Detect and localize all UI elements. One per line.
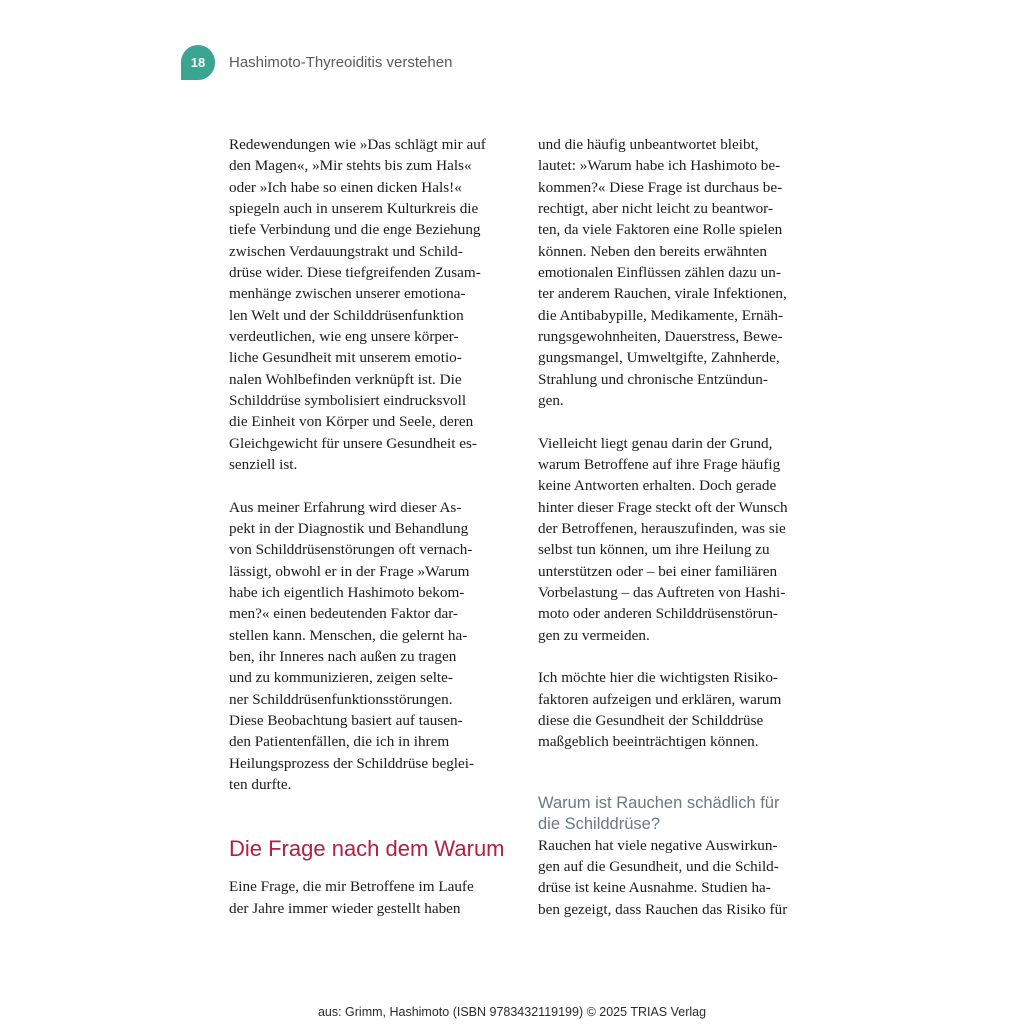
text-line: spiegeln auch in unserem Kulturkreis die bbox=[229, 199, 479, 217]
text-line: len Welt und der Schilddrüsenfunktion bbox=[229, 306, 464, 324]
paragraph bbox=[538, 433, 830, 646]
text-line: gungsmangel, Umweltgifte, Zahnherde, bbox=[538, 349, 780, 367]
subheading-line: die Schilddrüse? bbox=[538, 814, 660, 833]
text-line: den Patientenfällen, die ich in ihrem bbox=[229, 733, 450, 751]
copyright-footer: aus: Grimm, Hashimoto (ISBN 9783432119199) © 2025 TRIAS Verlag bbox=[317, 1005, 707, 1019]
paragraph bbox=[538, 835, 830, 920]
right-column bbox=[538, 134, 830, 920]
text-line: Vielleicht liegt genau darin der Grund, bbox=[538, 434, 773, 452]
paragraph bbox=[538, 667, 830, 752]
text-line: Schilddrüse symbolisiert eindrucksvoll bbox=[229, 391, 467, 409]
text-line: pekt in der Diagnostik und Behandlung bbox=[229, 519, 469, 537]
left-column bbox=[229, 134, 521, 919]
text-line: moto oder anderen Schilddrüsenstörun- bbox=[538, 605, 778, 623]
text-line: Gleichgewicht für unsere Gesundheit es- bbox=[229, 434, 477, 452]
text-line: gen zu vermeiden. bbox=[538, 626, 650, 644]
text-line: verdeutlichen, wie eng unsere körper- bbox=[229, 327, 459, 345]
text-line: Ich möchte hier die wichtigsten Risiko- bbox=[538, 669, 778, 687]
text-line: Eine Frage, die mir Betroffene im Laufe bbox=[229, 878, 474, 896]
text-line: liche Gesundheit mit unserem emotio- bbox=[229, 349, 462, 367]
text-line: zwischen Verdauungstrakt und Schild- bbox=[229, 242, 463, 260]
running-header-title: Hashimoto-Thyreoiditis verstehen bbox=[229, 54, 453, 71]
text-line: selbst tun können, um ihre Heilung zu bbox=[538, 541, 770, 559]
text-line: ner Schilddrüsenfunktionsstörungen. bbox=[229, 690, 453, 708]
text-line: Aus meiner Erfahrung wird dieser As- bbox=[229, 498, 462, 516]
text-line: maßgeblich beeinträchtigen können. bbox=[538, 733, 759, 751]
paragraph bbox=[229, 134, 521, 475]
text-line: men?« einen bedeutenden Faktor dar- bbox=[229, 605, 459, 623]
text-line: der Jahre immer wieder gestellt haben bbox=[229, 899, 461, 917]
section-heading: Die Frage nach dem Warum bbox=[229, 836, 505, 862]
text-line: hinter dieser Frage steckt oft der Wunsch bbox=[538, 498, 788, 516]
text-line: kommen?« Diese Frage ist durchaus be- bbox=[538, 178, 783, 196]
text-line: emotionalen Einflüssen zählen dazu un- bbox=[538, 263, 781, 281]
text-line: und zu kommunizieren, zeigen selte- bbox=[229, 669, 453, 687]
text-line: habe ich eigentlich Hashimoto bekom- bbox=[229, 583, 465, 601]
text-line: drüse ist keine Ausnahme. Studien ha- bbox=[538, 879, 771, 897]
text-line: Rauchen hat viele negative Auswirkun- bbox=[538, 836, 778, 854]
text-line: warum Betroffene auf ihre Frage häufig bbox=[538, 455, 781, 473]
text-line: stellen kann. Menschen, die gelernt ha- bbox=[229, 626, 468, 644]
page-number-badge: 18 bbox=[181, 45, 215, 80]
text-line: nalen Wohlbefinden verknüpft ist. Die bbox=[229, 370, 462, 388]
text-line: faktoren aufzeigen und erklären, warum bbox=[538, 690, 782, 708]
text-line: oder »Ich habe so einen dicken Hals!« bbox=[229, 178, 462, 196]
text-line: Redewendungen wie »Das schlägt mir auf bbox=[229, 136, 486, 153]
text-line: rungsgewohnheiten, Dauerstress, Bewe- bbox=[538, 327, 783, 345]
text-line: von Schilddrüsenstörungen oft vernach- bbox=[229, 541, 473, 559]
text-line: können. Neben den bereits erwähnten bbox=[538, 242, 767, 260]
text-line: den Magen«, »Mir stehts bis zum Hals« bbox=[229, 157, 472, 175]
text-line: die Antibabypille, Medikamente, Ernäh- bbox=[538, 306, 784, 324]
text-line: diese die Gesundheit der Schilddrüse bbox=[538, 711, 764, 729]
text-line: der Betroffenen, herauszufinden, was sie bbox=[538, 519, 786, 537]
text-line: Heilungsprozess der Schilddrüse beglei- bbox=[229, 754, 475, 772]
text-line: und die häufig unbeantwortet bleibt, bbox=[538, 136, 759, 153]
text-line: unterstützen oder – bei einer familiären bbox=[538, 562, 778, 580]
paragraph bbox=[229, 876, 521, 919]
subheading-line: Warum ist Rauchen schädlich für bbox=[538, 793, 780, 812]
text-line: menhänge zwischen unserer emotiona- bbox=[229, 285, 466, 303]
text-line: lässigt, obwohl er in der Frage »Warum bbox=[229, 562, 470, 580]
text-line: gen. bbox=[538, 391, 564, 409]
text-line: rechtigt, aber nicht leicht zu beantwor- bbox=[538, 199, 773, 217]
text-line: senziell ist. bbox=[229, 455, 298, 473]
text-line: ben gezeigt, dass Rauchen das Risiko für bbox=[538, 900, 788, 918]
paragraph bbox=[229, 497, 521, 796]
text-line: Diese Beobachtung basiert auf tausen- bbox=[229, 711, 463, 729]
text-line: keine Antworten erhalten. Doch gerade bbox=[538, 477, 777, 495]
text-line: Strahlung und chronische Entzündun- bbox=[538, 370, 768, 388]
text-line: Vorbelastung – das Auftreten von Hashi- bbox=[538, 583, 786, 601]
text-line: drüse wider. Diese tiefgreifenden Zusam- bbox=[229, 263, 481, 281]
text-line: ten, da viele Faktoren eine Rolle spielen bbox=[538, 221, 783, 239]
paragraph bbox=[538, 134, 830, 411]
text-line: ben, ihr Inneres nach außen zu tragen bbox=[229, 647, 457, 665]
text-line: gen auf die Gesundheit, und die Schild- bbox=[538, 857, 779, 875]
text-line: ter anderem Rauchen, virale Infektionen, bbox=[538, 285, 787, 303]
text-line: die Einheit von Körper und Seele, deren bbox=[229, 413, 474, 431]
text-line: ten durfte. bbox=[229, 775, 292, 793]
text-line: tiefe Verbindung und die enge Beziehung bbox=[229, 221, 481, 239]
text-line: lautet: »Warum habe ich Hashimoto be- bbox=[538, 157, 781, 175]
subheading bbox=[538, 793, 830, 835]
